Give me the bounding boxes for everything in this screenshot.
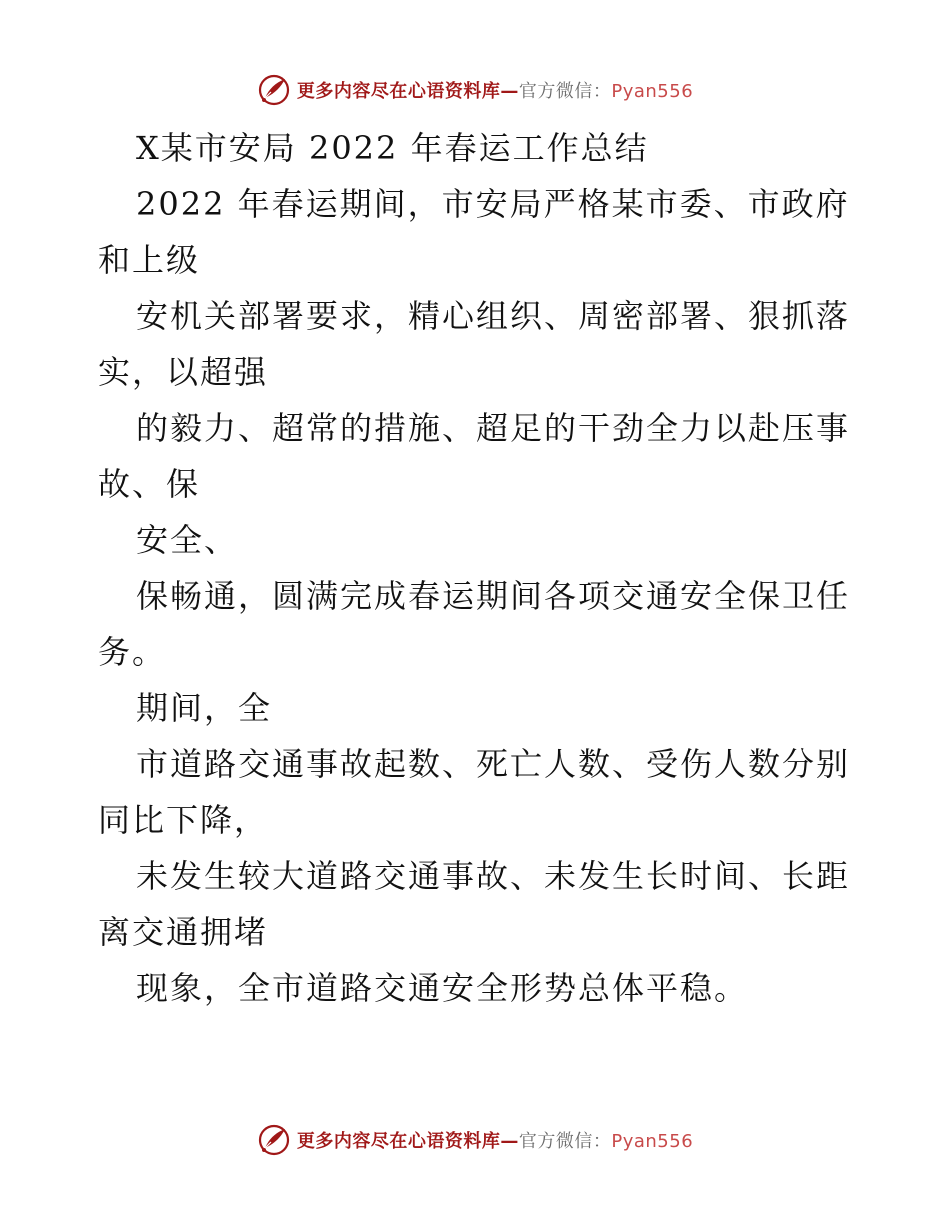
document-body	[98, 120, 858, 1016]
document-title: X某市安局 2022 年春运工作总结	[136, 129, 649, 167]
banner-wechat-label: 官方微信：	[518, 81, 612, 102]
document-line: 实，以超强	[98, 353, 269, 391]
banner-main-text: 更多内容尽在心语资料库	[296, 81, 501, 102]
document-line: 2022 年春运期间，市安局严格某市委、市政府	[136, 185, 850, 223]
document-line: 离交通拥堵	[98, 913, 269, 951]
document-line: 的毅力、超常的措施、超足的干劲全力以赴压事	[136, 409, 851, 447]
quill-pen-logo-icon	[257, 1123, 291, 1157]
banner-main-text: 更多内容尽在心语资料库	[296, 1131, 501, 1152]
banner-dash: —	[500, 81, 519, 102]
document-line: 期间，全	[136, 689, 273, 727]
document-line: 安机关部署要求，精心组织、周密部署、狠抓落	[136, 297, 851, 335]
banner-text	[297, 1127, 693, 1153]
document-line: 和上级	[98, 241, 201, 279]
banner-dash: —	[500, 1131, 519, 1152]
document-line: 务。	[98, 633, 167, 671]
document-line: 未发生较大道路交通事故、未发生长时间、长距	[136, 857, 851, 895]
footer-banner	[0, 1120, 950, 1160]
document-line: 市道路交通事故起数、死亡人数、受伤人数分别	[136, 745, 851, 783]
document-line: 同比下降，	[98, 801, 269, 839]
header-banner	[0, 70, 950, 110]
banner-wechat-label: 官方微信：	[518, 1131, 612, 1152]
document-line: 安全、	[136, 521, 239, 559]
quill-pen-logo-icon	[257, 73, 291, 107]
document-line: 现象，全市道路交通安全形势总体平稳。	[136, 969, 749, 1007]
document-line: 保畅通，圆满完成春运期间各项交通安全保卫任	[136, 577, 851, 615]
banner-wechat-id: Pyan556	[611, 1131, 694, 1152]
banner-wechat-id: Pyan556	[611, 81, 694, 102]
document-line: 故、保	[98, 465, 201, 503]
banner-text	[297, 77, 693, 103]
